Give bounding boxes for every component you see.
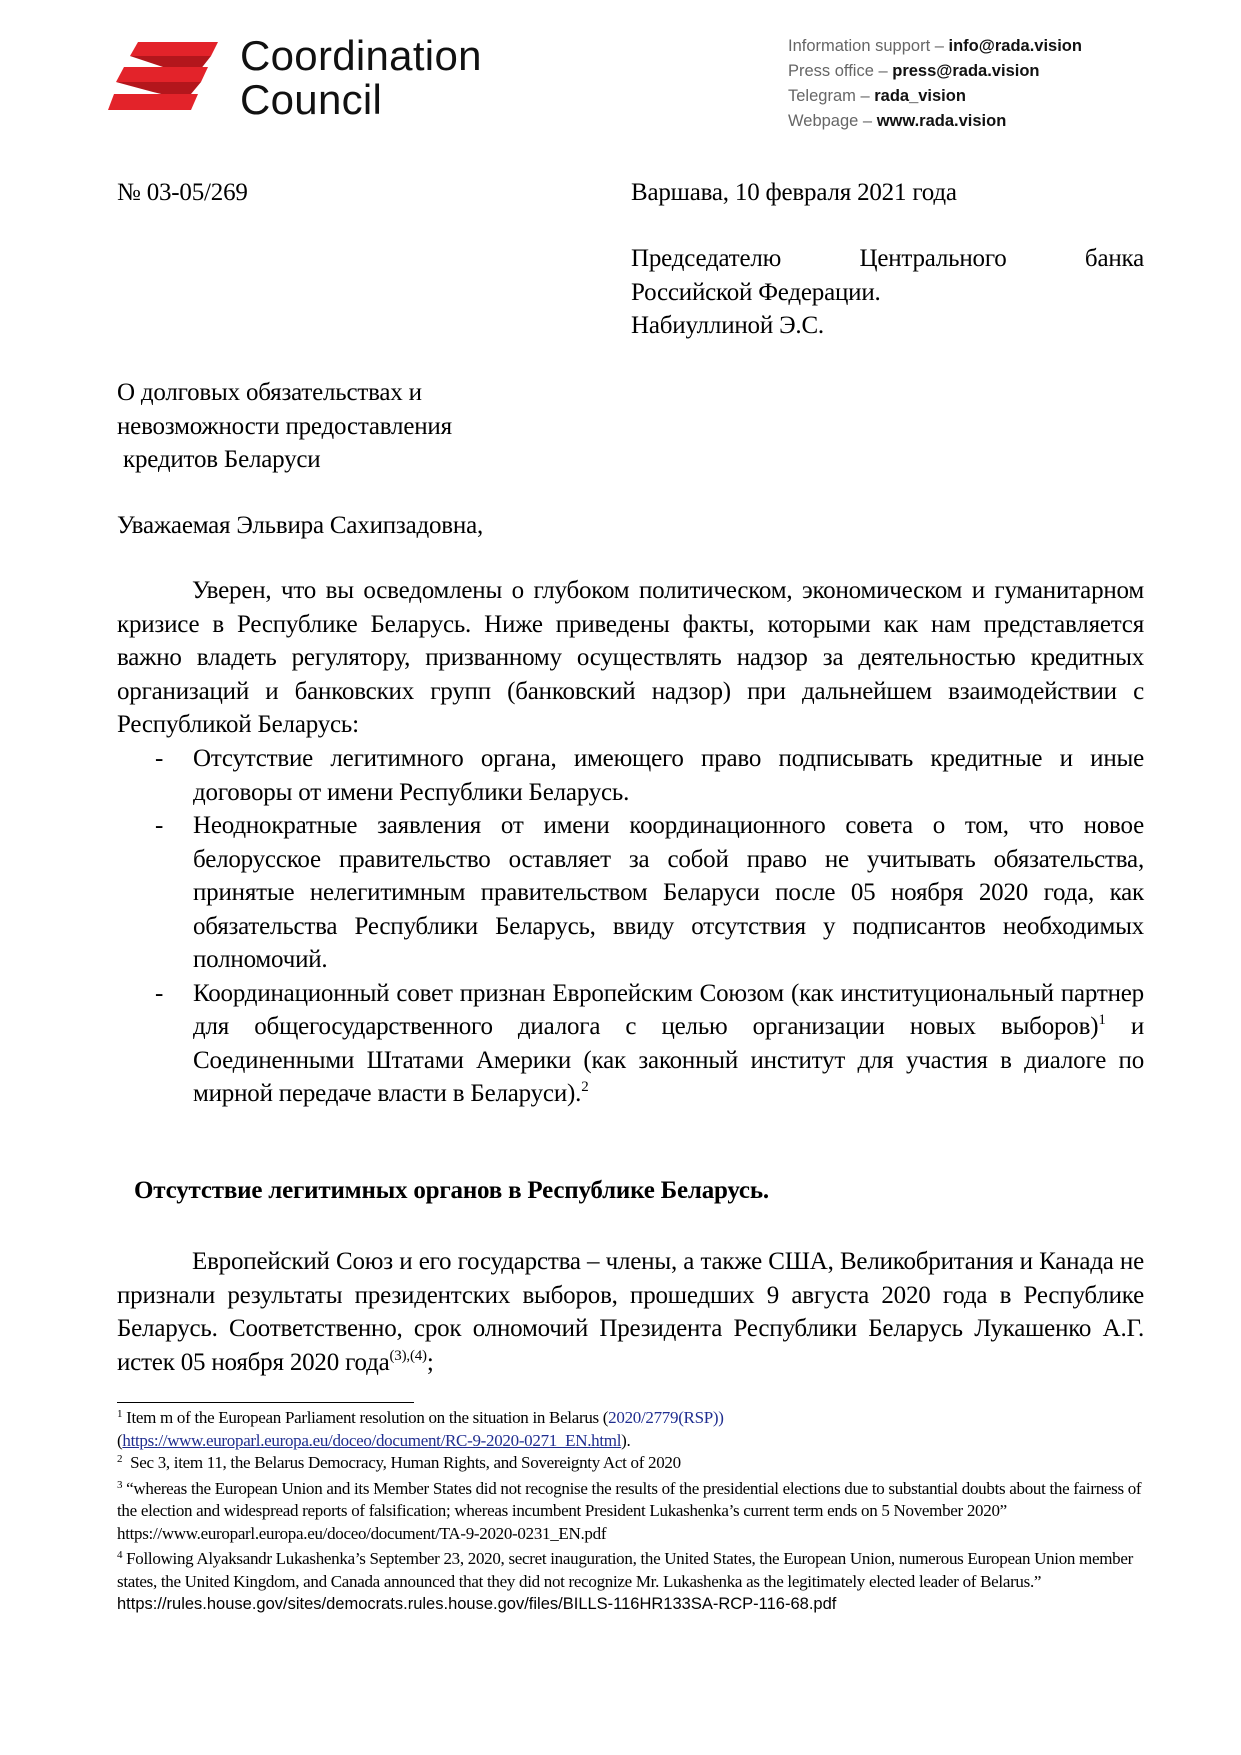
letter-number: № 03-05/269 (117, 179, 248, 206)
contact-press-office: Press office – press@rada.vision (788, 62, 1040, 80)
footnote-2: $^2$ Sec 3, item 11, the Belarus Democracy, Human Rights, and Sovereignty Act of 2020 (117, 1453, 681, 1472)
footnote-ref-3-4[interactable]: (3),(4) (389, 1347, 427, 1364)
resolution-link[interactable]: 2020/2779(RSP) (608, 1408, 719, 1427)
list-item: - Неоднократные заявления от имени координационного совета о том, что новое белорусское правительство оставляет за собой право не учитывать обязательства, принятые нелегитимным правительством Беларуси после 05 ноября 2020 года, как обязательства Республики Беларусь, ввиду отсутствия у подписантов необходимых полномочий. (117, 809, 1144, 977)
organization-logo (108, 32, 568, 128)
info-email-link[interactable]: info@rada.vision (948, 37, 1082, 55)
house-gov-url[interactable]: https://rules.house.gov/sites/democrats.rules.house.gov/files/BILLS-116HR133SA-RCP-116-68.pdf (117, 1595, 837, 1613)
coordination-council-logo-icon (108, 42, 218, 124)
footnote-ref-1[interactable]: 1 (1098, 1012, 1106, 1028)
dash-bullet-icon: - (155, 979, 164, 1007)
addressee-line-1: Председателю Центрального банка (631, 245, 1144, 272)
contact-info-support: Information support – info@rada.vision (788, 37, 1082, 55)
press-email-link[interactable]: press@rada.vision (892, 62, 1040, 80)
logo-line-2: Council (240, 76, 383, 123)
place-and-date: Варшава, 10 февраля 2021 года (631, 179, 957, 206)
list-item: - Координационный совет признан Европейским Союзом (как институциональный партнер для общегосударственного диалога с целью организации новых выборов)$^1$ и Соединенными Штатами Америки (как законный институт для участия в диалоге по мирной передаче власти в Беларуси).$^2$ (117, 977, 1144, 1111)
footnote-1: $^1$ Item m of the European Parliament resolution on the situation in Belarus (2020/2779(RSP)) (https://www.europarl.europa.eu/doceo/document/RC-9-2020-0271_EN.html). (117, 1408, 724, 1450)
footnote-ref-2[interactable]: 2 (581, 1079, 589, 1095)
section-heading: Отсутствие легитимных органов в Республике Беларусь. (134, 1177, 769, 1204)
addressee (631, 242, 1144, 343)
webpage-link[interactable]: www.rada.vision (876, 112, 1007, 130)
letter-subject: О долговых обязательствах и невозможности предоставления кредитов Беларуси (117, 379, 452, 473)
facts-list (117, 742, 1144, 1111)
footnote-3: $^3$ “whereas the European Union and its Member States did not recognise the results of the presidential elections due to substantial doubts about the fairness of the election and widespread reports of falsification; whereas incumbent President Lukashenka’s current term ends on 5 November 2020” https://www.europarl.europa.eu/doceo/document/TA-9-2020-0231_EN.pdf (117, 1478, 1142, 1543)
addressee-line-3: Набиуллиной Э.С. (631, 312, 824, 339)
contact-webpage: Webpage – www.rada.vision (788, 112, 1007, 130)
footnotes (117, 1407, 1147, 1616)
dash-bullet-icon: - (155, 745, 164, 772)
footnote-4: $^4$ Following Alyaksandr Lukashenka’s September 23, 2020, secret inauguration, the United States, the European Union, numerous European Union member states, the United Kingdom, and Canada announced that they did not recognize Mr. Lukashenka as the legitimately elected leader of Belarus.” (117, 1549, 1133, 1591)
contact-info (788, 34, 1082, 134)
footnote-separator (117, 1402, 414, 1403)
dash-bullet-icon: - (155, 812, 164, 839)
intro-paragraph: Уверен, что вы осведомлены о глубоком политическом, экономическом и гуманитарном кризисе в Республике Беларусь. Ниже приведены факты, которыми как нам представляется важно владеть регулятору, призванному осуществлять надзор за деятельностью кредитных организаций и банковских групп (банковский надзор) при дальнейшем взаимодействии с Республикой Беларусь: (117, 577, 1144, 738)
list-item: - Отсутствие легитимного органа, имеющего право подписывать кредитные и иные договоры от имени Республики Беларусь. (117, 742, 1144, 809)
logo-line-1: Coordination (240, 32, 482, 79)
europarl-resolution-url[interactable]: https://www.europarl.europa.eu/doceo/document/RC-9-2020-0271_EN.html (122, 1430, 622, 1450)
greeting: Уважаемая Эльвира Сахипзадовна, (117, 512, 484, 539)
addressee-line-2: Российской Федерации. (631, 278, 881, 306)
telegram-link[interactable]: rada_vision (874, 87, 966, 105)
section-paragraph: Европейский Союз и его государства – члены, а также США, Великобритания и Канада не признали результаты президентских выборов, прошедших 9 августа 2020 года в Республике Беларусь. Соответственно, срок олномочий Президента Республики Беларусь Лукашенко А.Г. истек 05 ноября 2020 года$^{(3),(4)}$; (117, 1248, 1144, 1376)
contact-telegram: Telegram – rada_vision (788, 87, 966, 105)
